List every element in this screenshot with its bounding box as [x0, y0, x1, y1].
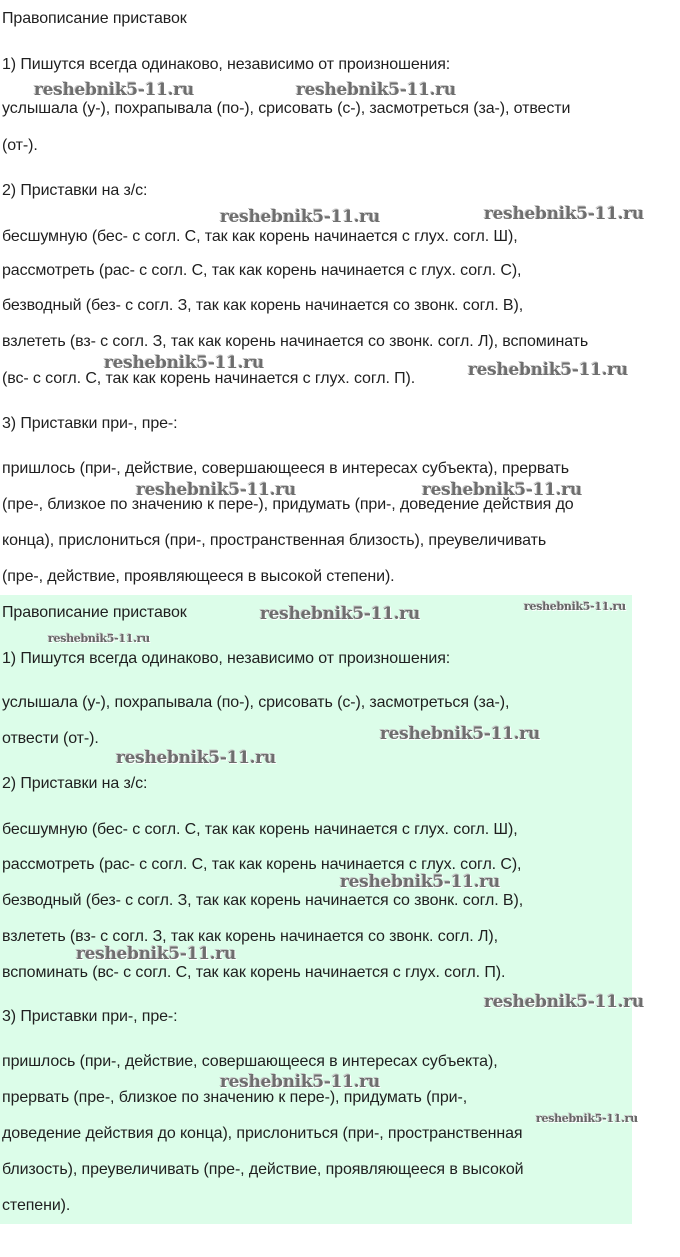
watermark: reshebnik5-11.ru [380, 724, 540, 744]
text-line: (вс- с согл. С, так как корень начинается с глух. согл. П). [2, 370, 416, 387]
watermark: reshebnik5-11.ru [296, 80, 456, 100]
section-1-heading: 1) Пишутся всегда одинаково, независимо от произношения: [2, 56, 451, 73]
text-line: услышала (у-), похрапывала (по-), срисовать (с-), засмотреться (за-), [2, 694, 510, 711]
section-2-heading: 2) Приставки на з/с: [2, 775, 148, 792]
text-line: конца), прислониться (при-, пространственная близость), преувеличивать [2, 532, 547, 549]
text-line: прервать (пре-, близкое по значению к пере-), придумать (при-, [2, 1089, 468, 1106]
text-line: (от-). [2, 137, 38, 154]
text-line: степени). [2, 1197, 71, 1214]
watermark: reshebnik5-11.ru [468, 360, 628, 380]
text-line: взлететь (вз- с согл. З, так как корень начинается со звонк. согл. Л), вспоминать [2, 333, 589, 350]
watermark: reshebnik5-11.ru [220, 1072, 380, 1092]
text-line: бесшумную (бес- с согл. С, так как корень начинается с глух. согл. Ш), [2, 821, 518, 838]
watermark: reshebnik5-11.ru [34, 80, 194, 100]
text-line: пришлось (при-, действие, совершающееся в интересах субъекта), прервать [2, 460, 569, 477]
text-line: безводный (без- с согл. З, так как корень начинается со звонк. согл. В), [2, 892, 524, 909]
watermark: reshebnik5-11.ru [524, 600, 626, 613]
watermark: reshebnik5-11.ru [220, 207, 380, 227]
text-line: близость), преувеличивать (пре-, действие, проявляющееся в высокой [2, 1161, 524, 1178]
section-3-heading: 3) Приставки при-, пре-: [2, 1008, 178, 1025]
section-2-heading: 2) Приставки на з/с: [2, 182, 148, 199]
text-block-green [0, 595, 632, 1224]
text-line: взлететь (вз- с согл. З, так как корень начинается со звонк. согл. Л), [2, 928, 498, 945]
watermark: reshebnik5-11.ru [340, 872, 500, 892]
section-3-heading: 3) Приставки при-, пре-: [2, 415, 178, 432]
watermark: reshebnik5-11.ru [104, 353, 264, 373]
text-line: (пре-, близкое по значению к пере-), придумать (при-, доведение действия до [2, 496, 574, 513]
watermark: reshebnik5-11.ru [422, 480, 582, 500]
watermark: reshebnik5-11.ru [76, 944, 236, 964]
page-title: Правописание приставок [2, 10, 187, 27]
text-line: рассмотреть (рас- с согл. С, так как корень начинается с глух. согл. С), [2, 856, 522, 873]
text-line: бесшумную (бес- с согл. С, так как корень начинается с глух. согл. Ш), [2, 228, 518, 245]
text-line: отвести (от-). [2, 730, 99, 747]
page-title: Правописание приставок [2, 604, 187, 621]
text-line: рассмотреть (рас- с согл. С, так как корень начинается с глух. согл. С), [2, 262, 522, 279]
text-line: услышала (у-), похрапывала (по-), срисовать (с-), засмотреться (за-), отвести [2, 100, 571, 117]
text-line: доведение действия до конца), прислониться (при-, пространственная [2, 1125, 523, 1142]
watermark: reshebnik5-11.ru [484, 204, 644, 224]
watermark: reshebnik5-11.ru [48, 632, 150, 645]
text-line: безводный (без- с согл. З, так как корень начинается со звонк. согл. В), [2, 297, 524, 314]
watermark: reshebnik5-11.ru [260, 604, 420, 624]
watermark: reshebnik5-11.ru [136, 480, 296, 500]
section-1-heading: 1) Пишутся всегда одинаково, независимо от произношения: [2, 650, 451, 667]
watermark: reshebnik5-11.ru [484, 992, 644, 1012]
watermark: reshebnik5-11.ru [116, 748, 276, 768]
text-line: (пре-, действие, проявляющееся в высокой степени). [2, 568, 395, 585]
watermark: reshebnik5-11.ru [536, 1112, 638, 1125]
text-line: пришлось (при-, действие, совершающееся в интересах субъекта), [2, 1053, 498, 1070]
text-line: вспоминать (вс- с согл. С, так как корень начинается с глух. согл. П). [2, 964, 506, 981]
